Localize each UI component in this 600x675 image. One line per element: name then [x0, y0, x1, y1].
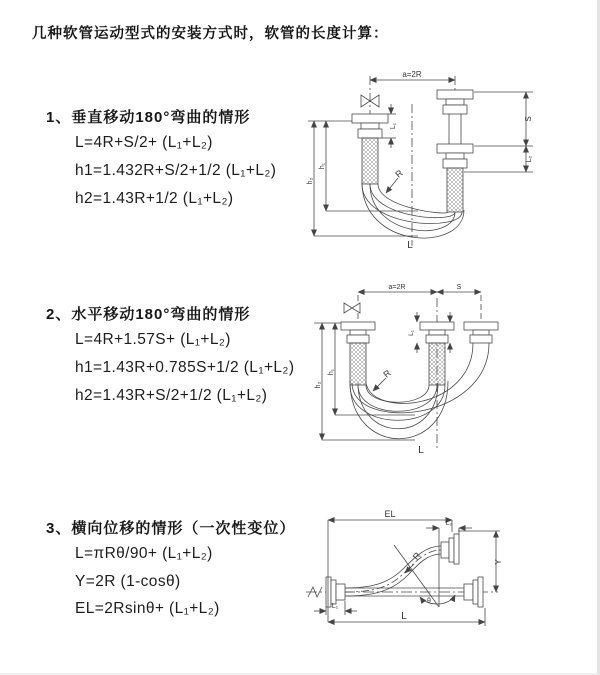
vertical-180-bend-diagram [300, 66, 580, 256]
label-h2: h₂ [307, 177, 314, 185]
label-l1: L₁ [331, 603, 339, 610]
label-a2r: a=2R [402, 70, 422, 79]
left-flange-assembly [341, 322, 375, 343]
label-l2: L₂ [445, 520, 453, 527]
label-l: L [401, 611, 407, 622]
label-h1: h₁ [319, 162, 326, 170]
label-s: S [524, 116, 533, 122]
page-title: 几种软管运动型式的安装方式时，软管的长度计算： [32, 26, 389, 42]
label-y: Y [494, 559, 503, 565]
label-r: R [410, 550, 423, 562]
horizontal-180-bend-diagram [300, 280, 595, 460]
top-right-flange-assembly [441, 534, 459, 564]
dim-el [328, 520, 452, 622]
right-flange-assembly [464, 577, 483, 607]
section-3-formula-Y: Y=2R (1-cosθ) [75, 573, 181, 590]
section-2-formula-h1: h1=1.43R+0.785S+1/2 (L₁+L₂) [75, 359, 295, 376]
label-l1: L₁ [390, 122, 397, 130]
section-2-formula-L: L=4R+1.57S+ (L₁+L₂) [75, 331, 231, 348]
section-1-formula-h2: h2=1.43R+1/2 (L₁+L₂) [75, 190, 234, 207]
label-el: EL [384, 509, 396, 519]
middle-braided-hose [429, 343, 445, 385]
centerlines [358, 295, 481, 448]
section-3-formula-EL: EL=2Rsinθ+ (L₁+L₂) [75, 600, 220, 617]
hose-u-bends-shifted [352, 343, 489, 413]
right-flange-assembly [464, 322, 498, 343]
label-l2: L₂ [526, 155, 533, 163]
pipe-break-icon [308, 587, 322, 597]
centerlines [370, 76, 455, 246]
label-a2r: a=2R [388, 284, 406, 291]
valve-icon [344, 303, 360, 313]
label-l: L [407, 240, 413, 251]
section-2-formula-h2: h2=1.43R+S/2+1/2 (L₁+L₂) [75, 387, 268, 404]
label-s: S [456, 284, 462, 291]
radius-leader [386, 178, 398, 193]
curved-hose-position [345, 546, 441, 596]
radius-leader [373, 378, 386, 391]
left-flange-assembly [352, 114, 388, 138]
label-h2: h₂ [315, 381, 322, 389]
label-l1: L₁ [408, 330, 415, 336]
left-braided-hose [350, 343, 366, 385]
section-3-heading: 3、横向位移的情形（一次性变位） [46, 520, 296, 537]
section-1-heading: 1、垂直移动180°弯曲的情形 [46, 109, 251, 126]
right-braided-hose [447, 168, 463, 212]
dim-s-l2 [464, 92, 533, 172]
right-upper-flange-assembly [437, 90, 473, 144]
right-lower-flange-assembly [437, 144, 473, 168]
label-r: R [381, 367, 393, 380]
lateral-displacement-diagram [298, 498, 598, 658]
section-1-formula-h1: h1=1.432R+S/2+1/2 (L₁+L₂) [75, 162, 277, 179]
section-1-formula-L: L=4R+S/2+ (L₁+L₂) [75, 134, 213, 151]
label-h1: h₁ [328, 368, 335, 376]
label-r: R [393, 167, 405, 180]
left-braided-hose [362, 138, 378, 184]
middle-flange-assembly [420, 322, 454, 343]
section-2-heading: 2、水平移动180°弯曲的情形 [46, 306, 251, 323]
section-3-formula-L: L=πRθ/90+ (L₁+L₂) [75, 545, 213, 562]
label-l: L [418, 445, 424, 456]
hose-u-bends-deep [350, 381, 448, 439]
label-theta: θ [427, 598, 431, 605]
